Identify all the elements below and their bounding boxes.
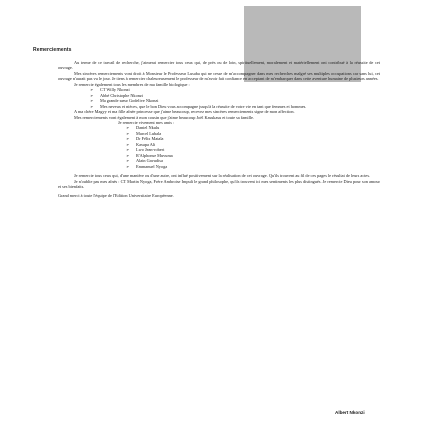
paragraph-2: Mes sincères remerciements vont droit à Monsieur le Professeur Lusaba qui ne cesse de m'accompagner dans mes recherches malgré ses multiples occupations car sans lui, cet ouvrage n'aurait pas vu le jour. Je tiens à remercier chaleureusement le professeur de m'avoir fait confiance en acceptant de m'embarquer dans cette aventure humaine de plusieurs années. [58,70,380,82]
list-item: ➢ Kasupa Ali [126,142,380,147]
paragraph-8: Je n'oublie pas mes aînés : CT Martin Nyoga, Frère Ambroise Impuli le grand philosophe, qu'ils trouvent ici mes sentiments les plus distingués. Je remercie Dieu pour son amour et ses bienfaits. [58,178,380,189]
list-item: ➢ Alain Gavudisa [126,158,380,163]
list-item: ➢ Marcel Lubala [126,131,380,136]
list-item: ➢ Dr Félix Matala [126,136,380,141]
list-item: ➢ Abbé Christophe Nkonzi [90,93,380,98]
paragraph-3: Je remercie également tous les membres de ma famille biologique : [74,81,190,87]
list-item: ➢ Lwo Jean-robert [126,147,380,152]
list-item: ➢ R'Alphonse Muvuma [126,153,380,158]
section-title: Remerciements [33,47,72,53]
paragraph-6: Je remercie vivement mes amis : [118,119,175,125]
acknowledgements-body [58,60,380,199]
paragraph-7: Je remercie tous ceux qui, d'une manière ou d'une autre, ont influé positivement sur la réalisation de cet ouvrage. Qu'ils trouvent au fil de ces pages le résultat de leurs actes. [74,173,371,179]
list-item: ➢ Daniel Nkulu [126,125,380,130]
list-item: ➢ Emmanuel Nyoga [126,164,380,169]
paragraph-9: Grand merci à toute l'équipe de l'Edition Universitaire Européenne. [58,193,174,199]
paragraph-5: Mes remerciements vont également à mon cousin que j'aime beaucoup Joël Kasukasu et toute sa famille. [74,114,254,120]
friends-list [58,125,380,169]
list-item: ➢ Ma grande sœur Godelive Nkonzi [90,98,380,103]
list-item: ➢ Mes neveux et nièces, que le bon Dieu vous accompagne jusqu'à la réussite de votre vie en tant que femmes et hommes. [90,104,380,109]
paragraph-1: Au terme de ce travail de recherche, j'aimerai remercier tous ceux qui, de près ou de loin, spirituellement, moralement et matériellement ont contribué à la réussite de cet ouvrage. [58,60,380,71]
family-list [58,87,380,109]
signature: Albert Nkonzi [335,410,365,415]
paragraph-4: A ma chère Magyy et ma fille aînée princesse que j'aime beaucoup, recevez mes sincères remerciements signe de mon affection. [74,109,295,115]
list-item: ➢ CT Willy Nkonzi [90,87,380,92]
